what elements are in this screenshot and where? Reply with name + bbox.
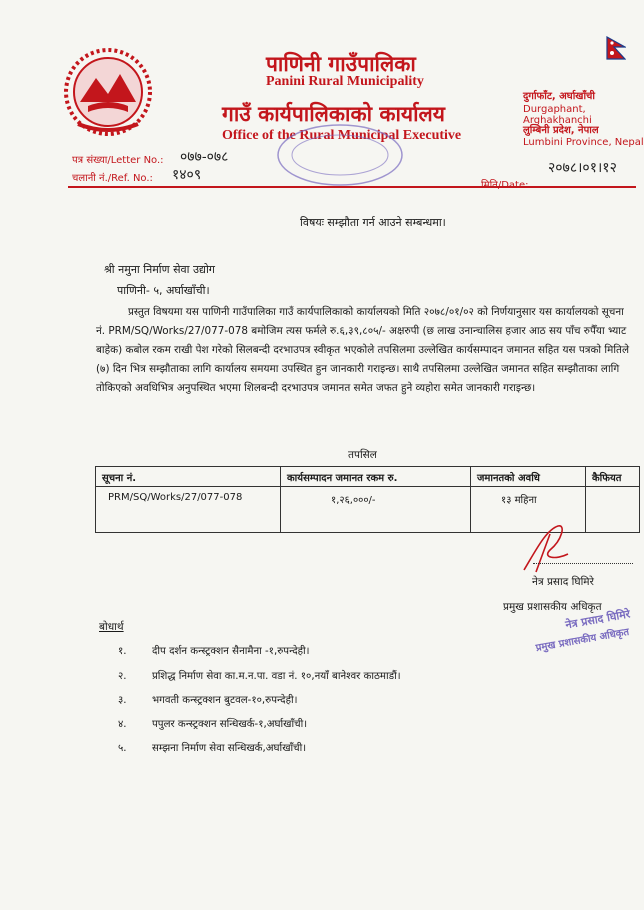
col-header-guarantee-amount: कार्यसम्पादन जमानत रकम रु.: [281, 467, 471, 487]
address-en: Durgaphant, Arghakhanchi: [523, 104, 592, 126]
subject-line: विषयः सम्झौता गर्न आउने सम्बन्धमा।: [300, 216, 446, 229]
signature-line: [533, 563, 633, 564]
cell-guarantee-amount: १,२६,०००/-: [281, 487, 471, 533]
nepal-flag-icon: [606, 36, 626, 60]
date-label: [481, 177, 529, 191]
list-item: ५. सम्झना निर्माण सेवा सन्धिखर्क,अर्घाखाँची।: [118, 743, 307, 754]
address-np: दुर्गाफाँट, अर्घाखाँची: [523, 91, 596, 102]
recipient-name: श्री नमुना निर्माण सेवा उद्योग: [104, 263, 215, 276]
cc-heading: बोधार्थ: [99, 621, 124, 633]
office-name-en: Office of the Rural Municipal Executive: [222, 128, 462, 143]
signature-scribble: [516, 520, 576, 576]
ref-no-label: चलानी नं./Ref. No.:: [72, 173, 153, 184]
table-header-row: [96, 467, 640, 487]
col-header-guarantee-period: जमानतको अवधि: [471, 467, 586, 487]
office-stamp: [270, 120, 410, 190]
list-item: २. प्रशिद्ध निर्माण सेवा का.म.न.पा. वडा नं. १०,नयाँ बानेश्वर काठमाडौं।: [118, 671, 401, 682]
province-en: Lumbini Province, Nepal: [523, 137, 644, 148]
col-header-notice-no: सूचना नं.: [96, 467, 281, 487]
stamp-name: नेत्र प्रसाद घिमिरे: [564, 607, 632, 632]
office-name-np: गाउँ कार्यपालिकाको कार्यालय: [222, 102, 445, 126]
province-np: लुम्बिनी प्रदेश, नेपाल: [523, 125, 599, 136]
recipient-address: पाणिनी- ५, अर्घाखाँची।: [117, 284, 210, 297]
cell-guarantee-period: १३ महिना: [471, 487, 586, 533]
cell-remarks: [586, 487, 640, 533]
letter-no-value: ०७७-०७८: [180, 149, 229, 165]
table-title: तपसिल: [348, 449, 377, 461]
ref-no-value: १४०९: [172, 167, 202, 183]
signatory-title: प्रमुख प्रशासकीय अधिकृत: [503, 601, 602, 613]
municipality-name-np: पाणिनी गाउँपालिका: [266, 52, 416, 76]
body-paragraph: प्रस्तुत विषयमा यस पाणिनी गाउँपालिका गाउँ कार्यपालिकाको कार्यालयको मिति २०७८/०१/०२ को निर्णयानुसार यस कार्यालयको सूचना नं. PRM/SQ/Works/27/077-078 बमोजिम त्यस फर्मले रु.६,३९,८०५/- अक्षरुपी (छ लाख उनान्चालिस हजार आठ सय पाँच रुपैँया भ्याट बाहेक) कबोल रकम राखी पेश गरेको सिलबन्दी दरभाउपत्र स्वीकृत भएकोले तपसिलमा उल्लेखित कार्यसम्पादन जमानत सहित यस पत्रको मितिले (७) दिन भित्र सम्झौताका लागि कार्यालय समयमा उपस्थित हुन जानकारी गराइन्छ। साथै तपसिलमा उल्लेखित जमानत सहित सम्झौताका लागि तोकिएको अवधिभित्र अनुपस्थित भएमा शिलबन्दी दरभाउपत्र जमानत समेत जफत हुने व्यहोरा समेत जानकारी गराइन्छ।: [96, 306, 629, 394]
municipality-name-en: Panini Rural Municipality: [266, 74, 424, 89]
col-header-remarks: कैफियत: [586, 467, 640, 487]
cell-notice-no: PRM/SQ/Works/27/077-078: [96, 487, 281, 533]
header-divider: [68, 186, 636, 188]
date-value: २०७८।०१।१२: [548, 160, 617, 176]
signatory-name: नेत्र प्रसाद घिमिरे: [532, 576, 594, 588]
list-item: ४. पपुलर कन्स्ट्रक्शन सन्धिखर्क-१,अर्घाखाँची।: [118, 719, 308, 730]
list-item: १. दीप दर्शन कन्स्ट्रक्शन सैनामैना -१,रुपन्देही।: [118, 646, 310, 657]
stamp-title: प्रमुख प्रशासकीय अधिकृत: [535, 626, 630, 655]
nepal-emblem-icon: [58, 40, 158, 140]
list-item: ३. भगवती कन्स्ट्रक्शन बुटवल-१०,रुपन्देही।: [118, 695, 298, 706]
letter-no-label: पत्र संख्या/Letter No.:: [72, 155, 164, 166]
